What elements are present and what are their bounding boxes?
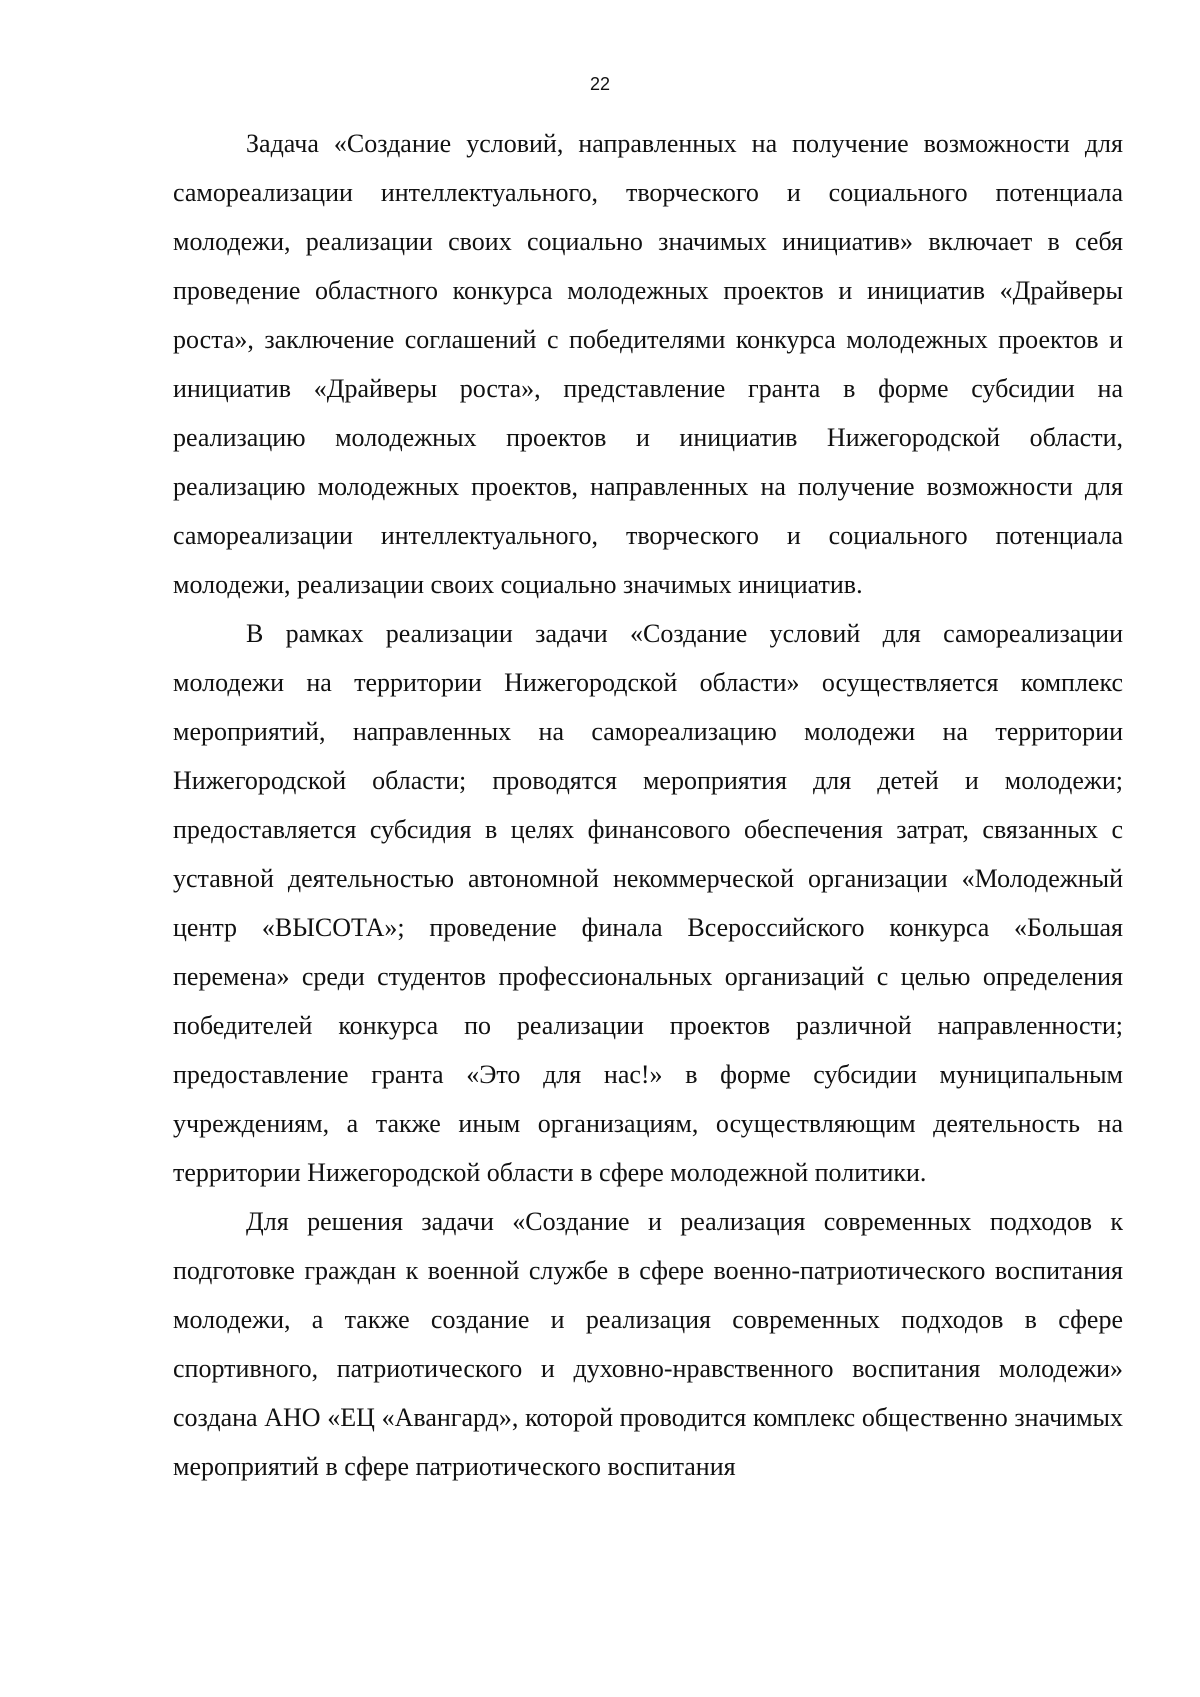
page-number: 22 (589, 74, 611, 94)
paragraph-2: В рамках реализации задачи «Создание условий для самореализации молодежи на территории Нижегородской области» осуществляется комплекс мероприятий, направленных на самореализацию молодежи на территории Нижегородской области; проводятся мероприятия для детей и молодежи; предоставляется субсидия в целях финансового обеспечения затрат, связанных с уставной деятельностью автономной некоммерческой организации «Молодежный центр «ВЫСОТА»; проведение финала Всероссийского конкурса «Большая перемена» среди студентов профессиональных организаций с целью определения победителей конкурса по реализации проектов различной направленности; предоставление гранта «Это для нас!» в форме субсидии муниципальным учреждениям, а также иным организациям, осуществляющим деятельность на территории Нижегородской области в сфере молодежной политики. (173, 619, 1123, 1187)
paragraph-1: Задача «Создание условий, направленных на получение возможности для самореализации интеллектуального, творческого и социального потенциала молодежи, реализации своих социально значимых инициатив» включает в себя проведение областного конкурса молодежных проектов и инициатив «Драйверы роста», заключение соглашений с победителями конкурса молодежных проектов и инициатив «Драйверы роста», представление гранта в форме субсидии на реализацию молодежных проектов и инициатив Нижегородской области, реализацию молодежных проектов, направленных на получение возможности для самореализации интеллектуального, творческого и социального потенциала молодежи, реализации своих социально значимых инициатив. (173, 129, 1123, 599)
paragraph-3: Для решения задачи «Создание и реализация современных подходов к подготовке граждан к военной службе в сфере военно-патриотического воспитания молодежи, а также создание и реализация современных подходов в сфере спортивного, патриотического и духовно-нравственного воспитания молодежи» создана АНО «ЕЦ «Авангард», которой проводится комплекс общественно значимых мероприятий в сфере патриотического воспитания (173, 1207, 1123, 1481)
document-body (173, 119, 1123, 1491)
